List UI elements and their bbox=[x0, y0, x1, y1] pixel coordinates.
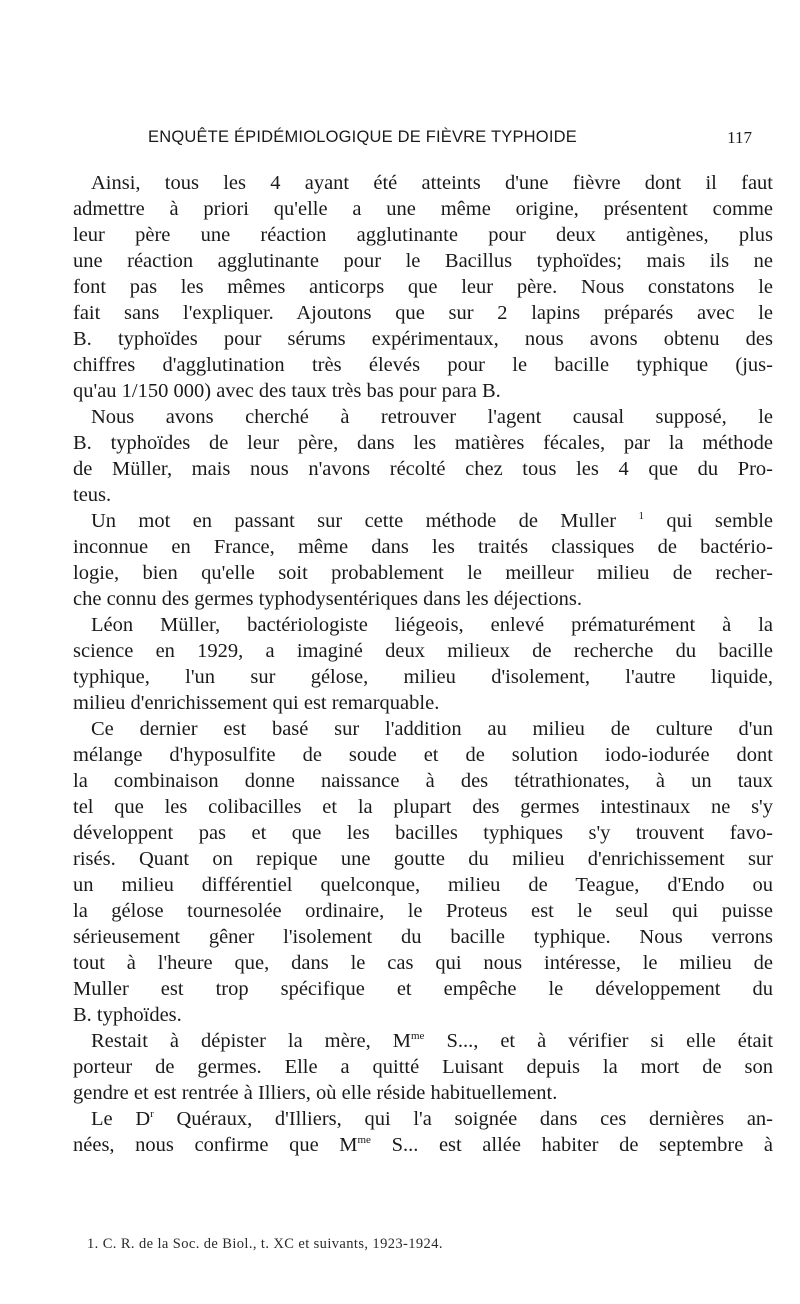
text-line: leur père une réaction agglutinante pour deux antigènes, plus bbox=[73, 224, 773, 246]
text-line: porteur de germes. Elle a quitté Luisant depuis la mort de son bbox=[73, 1056, 773, 1078]
text-segment: Un mot en passant sur cette méthode de Muller bbox=[91, 510, 617, 532]
text-line: risés. Quant on repique une goutte du milieu d'enrichissement sur bbox=[73, 848, 773, 870]
text-line-with-footnote-ref bbox=[73, 508, 773, 534]
text-line: typhique, l'un sur gélose, milieu d'isolement, l'autre liquide, bbox=[73, 666, 773, 688]
text-line-with-superscript bbox=[73, 1106, 773, 1132]
superscript: me bbox=[357, 1134, 371, 1147]
text-segment: Le D bbox=[91, 1108, 151, 1130]
text-line: font pas les mêmes anticorps que leur père. Nous constatons le bbox=[73, 276, 773, 298]
text-segment: S... est allée habiter de septembre à bbox=[391, 1134, 774, 1156]
footnote-ref: 1 bbox=[638, 510, 644, 523]
text-line: tel que les colibacilles et la plupart des germes intestinaux ne s'y bbox=[73, 796, 773, 818]
text-segment: Restait à dépister la mère, M bbox=[91, 1030, 411, 1052]
text-line: fait sans l'expliquer. Ajoutons que sur 2 lapins préparés avec le bbox=[73, 302, 773, 324]
text-segment: qui semble bbox=[666, 510, 773, 532]
text-line: Ainsi, tous les 4 ayant été atteints d'une fièvre dont il faut bbox=[91, 172, 773, 194]
text-line: mélange d'hyposulfite de soude et de solution iodo-iodurée dont bbox=[73, 744, 773, 766]
text-line: B. typhoïdes de leur père, dans les matières fécales, par la méthode bbox=[73, 432, 773, 454]
text-line: la combinaison donne naissance à des tétrathionates, à un taux bbox=[73, 770, 773, 792]
text-line: Muller est trop spécifique et empêche le développement du bbox=[73, 978, 773, 1000]
text-line: développent pas et que les bacilles typhiques s'y trouvent favo- bbox=[73, 822, 773, 844]
text-line: gendre et est rentrée à Illiers, où elle réside habituellement. bbox=[73, 1082, 558, 1104]
text-segment: Quéraux, d'Illiers, qui l'a soignée dans ces dernières an- bbox=[176, 1108, 773, 1130]
text-line: une réaction agglutinante pour le Bacillus typhoïdes; mais ils ne bbox=[73, 250, 773, 272]
text-line: B. typhoïdes. bbox=[73, 1004, 182, 1026]
text-line: chiffres d'agglutination très élevés pour le bacille typhique (jus- bbox=[73, 354, 773, 376]
text-segment: S..., et à vérifier si elle était bbox=[446, 1030, 774, 1052]
text-line: che connu des germes typhodysentériques dans les déjections. bbox=[73, 588, 582, 610]
text-line: la gélose tournesolée ordinaire, le Proteus est le seul qui puisse bbox=[73, 900, 773, 922]
text-line: de Müller, mais nous n'avons récolté chez tous les 4 que du Pro- bbox=[73, 458, 773, 480]
text-line: sérieusement gêner l'isolement du bacille typhique. Nous verrons bbox=[73, 926, 773, 948]
superscript: me bbox=[410, 1030, 425, 1043]
text-line: un milieu différentiel quelconque, milieu de Teague, d'Endo ou bbox=[73, 874, 773, 896]
page-header bbox=[148, 128, 752, 154]
text-line: milieu d'enrichissement qui est remarquable. bbox=[73, 692, 440, 714]
running-title: ENQUÊTE ÉPIDÉMIOLOGIQUE DE FIÈVRE TYPHOIDE bbox=[148, 128, 577, 146]
text-line: Ce dernier est basé sur l'addition au milieu de culture d'un bbox=[91, 718, 773, 740]
text-line: logie, bien qu'elle soit probablement le meilleur milieu de recher- bbox=[73, 562, 773, 584]
text-line: B. typhoïdes pour sérums expérimentaux, nous avons obtenu des bbox=[73, 328, 773, 350]
text-line: tout à l'heure que, dans le cas qui nous intéresse, le milieu de bbox=[73, 952, 773, 974]
text-line: teus. bbox=[73, 484, 112, 506]
footnote: 1. C. R. de la Soc. de Biol., t. XC et suivants, 1923-1924. bbox=[87, 1236, 443, 1252]
text-line-with-superscript bbox=[73, 1028, 773, 1054]
text-line-with-superscript bbox=[73, 1132, 773, 1158]
text-line: qu'au 1/150 000) avec des taux très bas pour para B. bbox=[73, 380, 501, 402]
text-line: science en 1929, a imaginé deux milieux de recherche du bacille bbox=[73, 640, 773, 662]
text-line: inconnue en France, même dans les traités classiques de bactério- bbox=[73, 536, 773, 558]
body-text bbox=[73, 170, 773, 1158]
text-line: admettre à priori qu'elle a une même origine, présentent comme bbox=[73, 198, 773, 220]
text-line: Nous avons cherché à retrouver l'agent causal supposé, le bbox=[91, 406, 773, 428]
text-line: Léon Müller, bactériologiste liégeois, enlevé prématurément à la bbox=[91, 614, 773, 636]
superscript: r bbox=[150, 1108, 154, 1121]
page-number: 117 bbox=[727, 128, 752, 147]
text-segment: nées, nous confirme que M bbox=[73, 1134, 358, 1156]
